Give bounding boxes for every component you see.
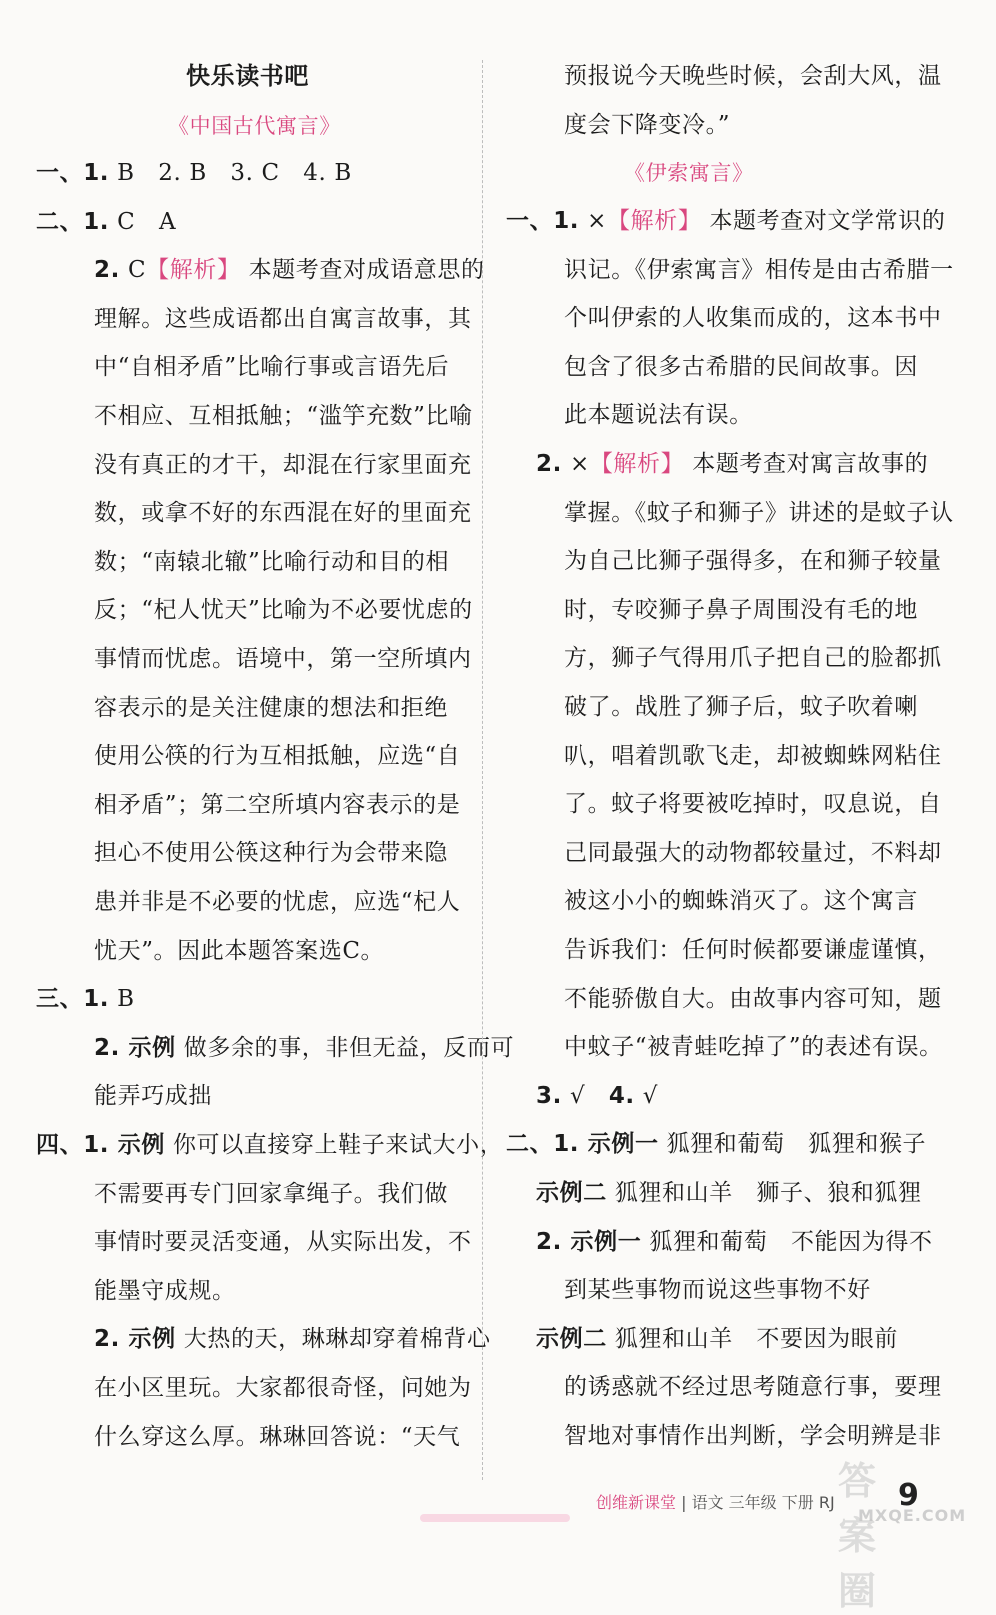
text-line — [94, 400, 473, 432]
answer-text: 本题考查对成语意思的 — [248, 257, 485, 284]
text-line — [94, 254, 485, 286]
text-line — [564, 1274, 871, 1306]
answer-text: √ — [569, 1082, 609, 1109]
text-line — [564, 1420, 942, 1452]
text-line — [536, 1226, 933, 1258]
bottom-decoration — [420, 1514, 570, 1522]
answer-text: 事情时要灵活变通，从实际出发，不 — [94, 1229, 472, 1256]
text-line — [94, 837, 448, 869]
text-line — [94, 594, 473, 626]
answer-text: 被这小小的蜘蛛消灭了。这个寓言 — [564, 888, 918, 915]
answer-text: 事情而忧虑。语境中，第一空所填内 — [94, 646, 472, 672]
analysis-tag: 【解析】 — [589, 451, 685, 477]
analysis-tag: 【解析】 — [607, 208, 702, 234]
answer-text: 什么穿这么厚。琳琳回答说：“天气 — [94, 1423, 461, 1450]
answer-text: 不能骄傲自大。由故事内容可知，题 — [564, 985, 942, 1012]
text-line — [94, 1323, 491, 1355]
page-number: 9 — [898, 1478, 919, 1513]
item-number: 4. — [608, 1082, 635, 1109]
answer-text: 忧天”。因此本题答案选C。 — [94, 937, 385, 964]
answer-text: 反；“杞人忧天”比喻为不必要忧虑的 — [94, 597, 473, 624]
text-line — [36, 983, 135, 1015]
item-number: 2. 示例 — [94, 1326, 176, 1353]
text-line — [94, 935, 384, 967]
answer-text: C A — [117, 208, 177, 235]
watermark-text: 答案圈 — [838, 1459, 877, 1613]
answer-text: 告诉我们：任何时候都要谦虚谨慎， — [564, 937, 942, 963]
text-line — [564, 740, 942, 772]
text-line — [564, 399, 753, 431]
text-line — [94, 1275, 236, 1307]
text-line — [506, 205, 945, 237]
answer-text: 能墨守成规。 — [94, 1277, 236, 1304]
section-subtitle: 《伊索寓言》 — [624, 161, 754, 185]
answer-text: 使用公筷的行为互相抵触，应选“自 — [94, 743, 461, 770]
answer-text: 包含了很多古希腊的民间故事。因 — [564, 353, 918, 380]
text-line — [36, 206, 176, 238]
answer-text: 了。蚊子将要被吃掉时，叹息说，自 — [564, 791, 942, 818]
answer-text: 患并非是不必要的忧虑，应选“杞人 — [94, 889, 461, 915]
analysis-tag: 【解析】 — [146, 257, 241, 284]
text-line — [536, 1080, 658, 1112]
text-line — [564, 594, 918, 626]
answer-text: 己同最强大的动物都较量过，不料却 — [564, 839, 942, 866]
answer-text: 到某些事物而说这些事物不好 — [564, 1277, 871, 1304]
text-line — [94, 643, 472, 675]
answer-text: 狐狸和山羊 狮子、狼和狐狸 — [614, 1180, 922, 1206]
section-title: 快乐读书吧 — [186, 62, 309, 90]
text-line — [564, 545, 942, 577]
footer-subject: 语文 三年级 下册 RJ — [691, 1493, 835, 1512]
text-line — [536, 1323, 898, 1355]
text-line — [36, 157, 352, 189]
footer — [596, 1490, 835, 1513]
answer-text: 大热的天，琳琳却穿着棉背心 — [183, 1326, 491, 1353]
answer-text: × — [569, 451, 590, 477]
answer-text: 本题考查对寓言故事的 — [692, 451, 929, 477]
answer-text: 做多余的事，非但无益，反而可 — [183, 1034, 515, 1061]
answer-text: 中蚊子“被青蛙吃掉了”的表述有误。 — [564, 1034, 943, 1061]
text-line — [94, 1226, 472, 1258]
text-line — [94, 1080, 212, 1112]
item-number: 一、1. — [36, 160, 110, 186]
answer-text: 预报说今天晚些时候，会刮大风，温 — [564, 63, 942, 89]
answer-text: 个叫伊索的人收集而成的，这本书中 — [564, 305, 942, 332]
answer-text: 担心不使用公筷这种行为会带来隐 — [94, 840, 448, 867]
answer-text: 不相应、互相抵触；“滥竽充数”比喻 — [94, 403, 473, 429]
text-line — [564, 885, 918, 917]
answer-text: × — [587, 208, 608, 234]
text-line — [564, 1371, 942, 1403]
text-line — [94, 449, 472, 481]
answer-text: 度会下降变冷。” — [564, 111, 731, 138]
text-line — [564, 351, 918, 383]
item-number: 2. 示例 — [94, 1034, 176, 1061]
footer-separator: | — [681, 1493, 687, 1512]
answer-text: 能弄巧成拙 — [94, 1083, 212, 1110]
item-number: 四、1. 示例 — [36, 1132, 165, 1158]
text-line — [564, 934, 942, 966]
text-line — [564, 302, 942, 334]
text-line — [94, 740, 460, 772]
text-line — [36, 1129, 503, 1161]
section-subtitle: 《中国古代寓言》 — [168, 114, 341, 138]
text-line — [94, 497, 472, 529]
item-number: 一、1. — [506, 208, 580, 234]
answer-text: B — [117, 986, 135, 1013]
answer-text: 相矛盾”；第二空所填内容表示的是 — [94, 791, 461, 818]
text-line — [94, 546, 449, 578]
text-line — [94, 1421, 460, 1453]
answer-text: 狐狸和葡萄 狐狸和猴子 — [666, 1131, 927, 1158]
answer-text: 狐狸和山羊 不要因为眼前 — [614, 1325, 899, 1352]
answer-text: 没有真正的才干，却混在行家里面充 — [94, 451, 472, 478]
text-line — [564, 254, 954, 286]
answer-text: B 2. B 3. C 4. B — [117, 160, 352, 186]
text-line — [564, 497, 954, 529]
answer-text: 为自己比狮子强得多，在和狮子较量 — [564, 548, 942, 575]
answer-text: C — [127, 257, 147, 284]
text-line — [564, 691, 918, 723]
answer-text: 理解。这些成语都出自寓言故事，其 — [94, 305, 472, 332]
answer-text: 数，或拿不好的东西混在好的里面充 — [94, 500, 472, 527]
text-line — [506, 1128, 926, 1160]
answer-text: 叭，唱着凯歌飞走，却被蜘蛛网粘住 — [564, 742, 942, 769]
answer-text: 破了。战胜了狮子后，蚊子吹着喇 — [564, 694, 918, 720]
text-line — [536, 1177, 922, 1209]
answer-text: 智地对事情作出判断，学会明辨是非 — [564, 1423, 942, 1449]
text-line — [94, 303, 472, 335]
text-line — [94, 1178, 448, 1210]
item-number: 三、1. — [36, 986, 110, 1013]
text-line — [94, 692, 448, 724]
text-line — [564, 1031, 943, 1063]
text-line — [94, 351, 449, 383]
footer-brand: 创维新课堂 — [596, 1493, 677, 1512]
text-line — [564, 60, 942, 92]
item-number: 示例二 — [536, 1325, 607, 1352]
answer-text: 你可以直接穿上鞋子来试大小， — [172, 1132, 504, 1158]
answer-text: √ — [642, 1082, 659, 1109]
text-line — [94, 1372, 472, 1404]
watermark-url: MXQE.COM — [858, 1506, 967, 1525]
text-line — [564, 109, 730, 141]
text-line — [564, 642, 942, 674]
answer-text: 识记。《伊索寓言》相传是由古希腊一 — [564, 256, 954, 283]
answer-text: 容表示的是关注健康的想法和拒绝 — [94, 694, 448, 721]
answer-text: 掌握。《蚊子和狮子》讲述的是蚊子认 — [564, 499, 954, 526]
answer-text: 中“自相矛盾”比喻行事或言语先后 — [94, 354, 450, 381]
answer-text: 狐狸和葡萄 不能因为得不 — [649, 1228, 933, 1255]
column-divider — [482, 60, 483, 1480]
answer-text: 的诱惑就不经过思考随意行事，要理 — [564, 1374, 942, 1401]
answer-text: 数；“南辕北辙”比喻行动和目的相 — [94, 548, 450, 575]
item-number: 二、1. 示例一 — [506, 1131, 659, 1158]
text-line — [564, 837, 942, 869]
answer-text: 本题考查对文学常识的 — [709, 208, 946, 234]
answer-text: 不需要再专门回家拿绳子。我们做 — [94, 1180, 448, 1207]
text-line — [564, 788, 942, 820]
text-line — [536, 448, 928, 480]
item-number: 示例二 — [536, 1180, 607, 1206]
text-line — [564, 983, 942, 1015]
text-line — [94, 886, 460, 918]
answer-text: 时，专咬狮子鼻子周围没有毛的地 — [564, 596, 918, 623]
answer-text: 在小区里玩。大家都很奇怪，问她为 — [94, 1375, 472, 1401]
answer-text: 此本题说法有误。 — [564, 402, 753, 429]
item-number: 3. — [536, 1082, 562, 1109]
answer-text: 方，狮子气得用爪子把自己的脸都抓 — [564, 645, 942, 672]
item-number: 2. 示例一 — [536, 1228, 642, 1255]
item-number: 二、1. — [36, 208, 110, 235]
item-number: 2. — [94, 257, 120, 284]
item-number: 2. — [536, 451, 562, 477]
text-line — [94, 1032, 514, 1064]
text-line — [94, 789, 460, 821]
